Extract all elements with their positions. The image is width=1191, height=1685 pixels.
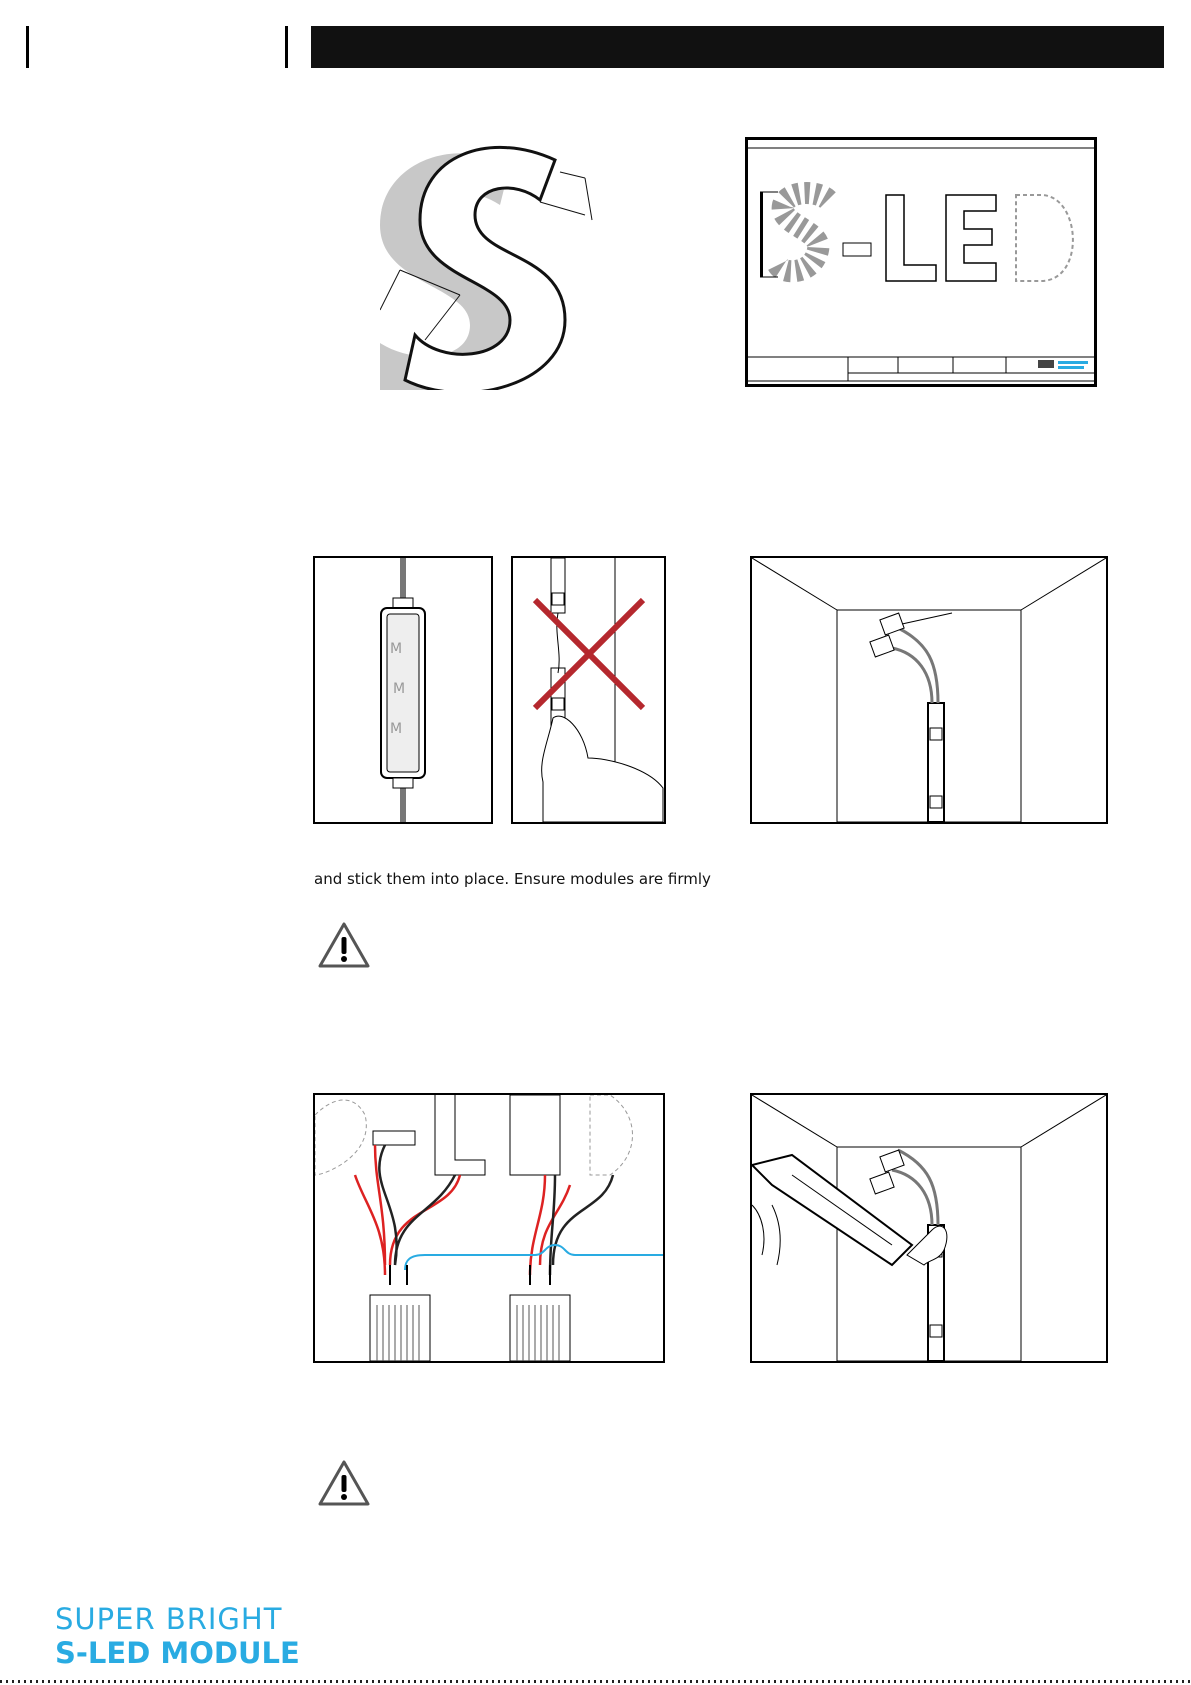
header-left-rule [26, 26, 29, 68]
sled-drawing-sheet [745, 137, 1097, 387]
sled-drawing [748, 140, 1094, 384]
brand-line-2: S-LED MODULE [55, 1636, 300, 1670]
silicone-sealing-panel [750, 1093, 1108, 1363]
bottom-crop-marks [0, 1680, 1191, 1683]
header-mid-rule [285, 26, 288, 68]
module-adhesive-panel [313, 556, 493, 824]
warning-icon [316, 920, 372, 970]
box-interior-panel [750, 556, 1108, 824]
letter-s-figure [380, 130, 620, 390]
svg-text:M: M [393, 681, 406, 697]
instruction-caption: and stick them into place. Ensure modules are firmly [314, 870, 711, 888]
svg-text:M: M [390, 721, 403, 737]
warning-icon [316, 1458, 372, 1508]
svg-text:M: M [390, 641, 403, 657]
wiring-diagram-panel [313, 1093, 665, 1363]
header-band [311, 26, 1164, 68]
incorrect-handling-panel [511, 556, 666, 824]
brand-line-1: SUPER BRIGHT [55, 1602, 283, 1636]
